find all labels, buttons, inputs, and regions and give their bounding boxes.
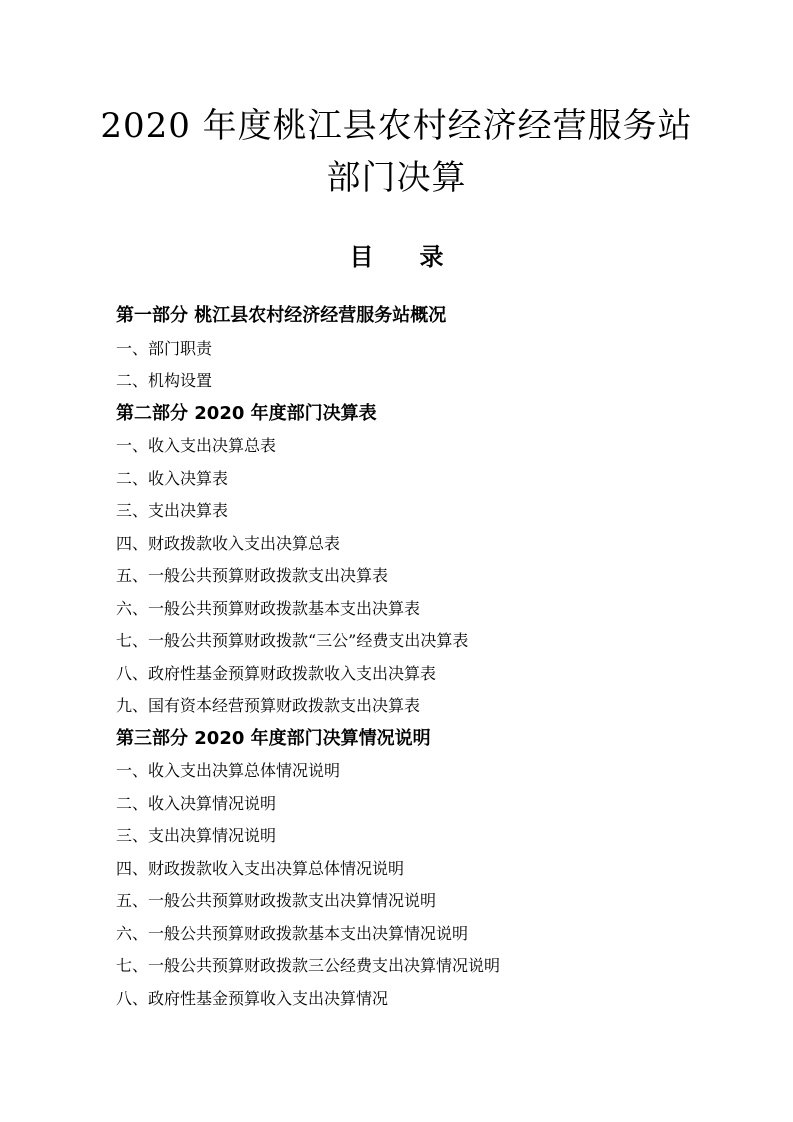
toc-part-heading: 第一部分 桃江县农村经济经营服务站概况 <box>116 305 447 326</box>
toc-list-item: 七、一般公共预算财政拨款“三公”经费支出决算表 <box>116 631 469 650</box>
toc-list-item: 四、财政拨款收入支出决算总体情况说明 <box>116 858 405 878</box>
toc-list-item: 一、收入支出决算总表 <box>116 436 277 455</box>
toc-list-item: 八、政府性基金预算收入支出决算情况 <box>116 988 389 1008</box>
toc-heading-char-2: 录 <box>419 243 444 271</box>
toc-list-item: 五、一般公共预算财政拨款支出决算情况说明 <box>116 891 437 910</box>
toc-list-item: 六、一般公共预算财政拨款基本支出决算情况说明 <box>116 923 469 943</box>
toc-part-heading: 第二部分 2020 年度部门决算表 <box>116 402 377 424</box>
table-of-contents <box>116 300 756 1015</box>
toc-list-item: 二、收入决算表 <box>116 468 229 488</box>
toc-list-item: 一、部门职责 <box>116 338 213 358</box>
toc-heading-char-1: 目 <box>349 243 374 271</box>
toc-list-item: 五、一般公共预算财政拨款支出决算表 <box>116 566 389 585</box>
toc-list-item: 三、支出决算情况说明 <box>116 826 277 845</box>
toc-list-item: 二、收入决算情况说明 <box>116 793 277 813</box>
document-title-line-1: 2020 年度桃江县农村经济经营服务站 <box>100 106 693 146</box>
toc-list-item: 九、国有资本经营预算财政拨款支出决算表 <box>116 696 421 715</box>
toc-list-item: 二、机构设置 <box>116 371 213 390</box>
toc-list-item: 八、政府性基金预算财政拨款收入支出决算表 <box>116 663 437 683</box>
toc-list-item: 三、支出决算表 <box>116 501 229 520</box>
toc-list-item: 七、一般公共预算财政拨款三公经费支出决算情况说明 <box>116 956 501 975</box>
document-title-line-2: 部门决算 <box>326 158 467 198</box>
toc-list-item: 四、财政拨款收入支出决算总表 <box>116 533 341 553</box>
toc-part-heading: 第三部分 2020 年度部门决算情况说明 <box>116 727 431 749</box>
toc-list-item: 六、一般公共预算财政拨款基本支出决算表 <box>116 598 421 618</box>
toc-heading <box>0 240 793 274</box>
toc-list-item: 一、收入支出决算总体情况说明 <box>116 761 341 780</box>
